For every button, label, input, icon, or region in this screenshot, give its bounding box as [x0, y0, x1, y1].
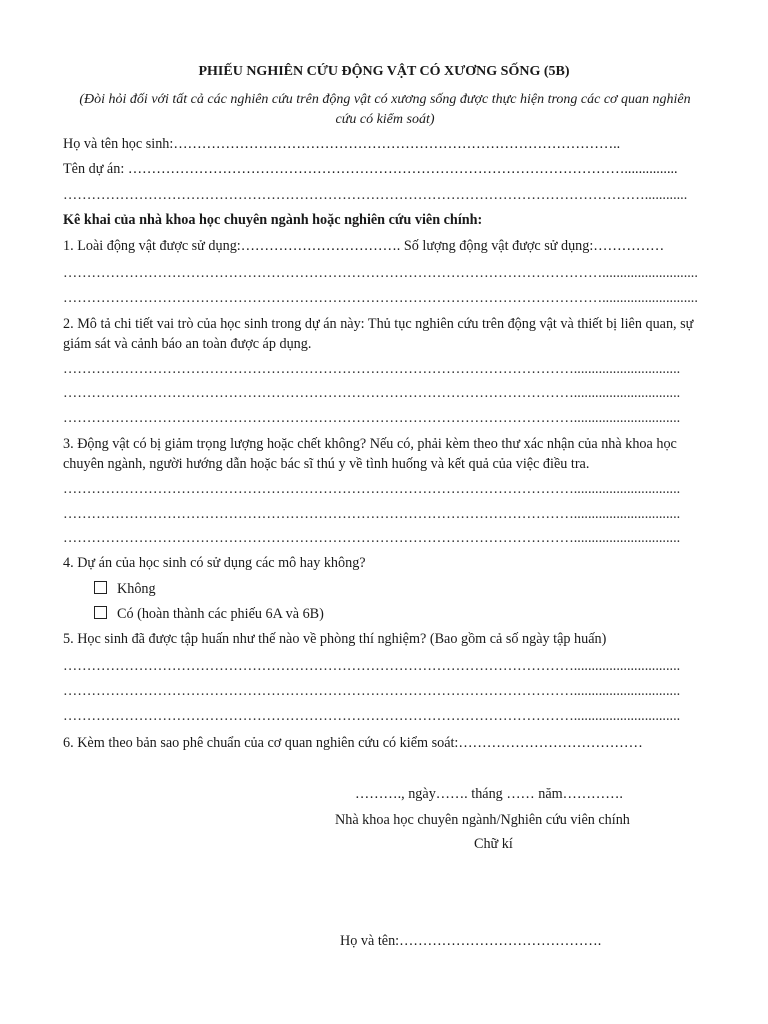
- checkbox-no[interactable]: [94, 581, 107, 594]
- q5-answer-line[interactable]: ………………………………………………………………………………………………..............................: [63, 708, 681, 724]
- q2-answer-line[interactable]: ………………………………………………………………………………………………..............................: [63, 410, 681, 426]
- option-yes-label: Có (hoàn thành các phiếu 6A và 6B): [117, 606, 324, 622]
- q4-question: 4. Dự án của học sinh có sử dụng các mô hay không?: [63, 555, 366, 571]
- project-name-continuation[interactable]: ……………………………………………………………………………………………………………............: [63, 187, 688, 203]
- q4-option-no[interactable]: [94, 581, 156, 598]
- declaration-heading: Kê khai của nhà khoa học chuyên ngành hoặc nghiên cứu viên chính:: [63, 212, 483, 228]
- q6-question[interactable]: 6. Kèm theo bản sao phê chuẩn của cơ quan nghiên cứu có kiểm soát:…………………………………: [63, 735, 643, 751]
- q2-answer-line[interactable]: ………………………………………………………………………………………………..............................: [63, 361, 681, 377]
- option-no-label: Không: [117, 581, 156, 597]
- q1-question[interactable]: 1. Loài động vật được sử dụng:……………………………. Số lượng động vật được sử dụng:……………: [63, 238, 665, 254]
- q2-question: 2. Mô tả chi tiết vai trò của học sinh trong dự án này: Thủ tục nghiên cứu trên động vật và thiết bị liên quan, sự giám sát và cảnh báo an toàn được áp dụng.: [63, 316, 694, 352]
- q3-question: 3. Động vật có bị giảm trọng lượng hoặc chết không? Nếu có, phải kèm theo thư xác nhận của nhà khoa học chuyên ngành, người hướng dẫn hoặc bác sĩ thú y về tình huống và kết quả của việc điều tra.: [63, 436, 677, 472]
- signature-label: Chữ kí: [474, 836, 513, 852]
- signature-name-line[interactable]: Họ và tên:…………………………………….: [340, 933, 602, 949]
- form-subtitle: (Đòi hỏi đối với tất cả các nghiên cứu trên động vật có xương sống được thực hiện trong các cơ quan nghiên cứu có kiểm soát): [79, 92, 691, 127]
- q3-answer-line[interactable]: ………………………………………………………………………………………………..............................: [63, 530, 681, 546]
- q1-answer-line[interactable]: ……………………………………………………………………………………………………...........................: [63, 265, 698, 281]
- q4-option-yes[interactable]: [94, 606, 324, 623]
- signature-date-line[interactable]: ………., ngày……. tháng …… năm………….: [355, 786, 623, 802]
- q5-answer-line[interactable]: ………………………………………………………………………………………………..............................: [63, 683, 681, 699]
- q1-answer-line[interactable]: ……………………………………………………………………………………………………...........................: [63, 290, 698, 306]
- q3-answer-line[interactable]: ………………………………………………………………………………………………..............................: [63, 506, 681, 522]
- q5-answer-line[interactable]: ………………………………………………………………………………………………..............................: [63, 658, 681, 674]
- q5-question: 5. Học sinh đã được tập huấn như thế nào về phòng thí nghiệm? (Bao gồm cả số ngày tập huấn): [63, 631, 607, 647]
- project-name-field[interactable]: Tên dự án: ……………………………………………………………………………………………...............: [63, 161, 678, 177]
- q3-answer-line[interactable]: ………………………………………………………………………………………………..............................: [63, 481, 681, 497]
- q2-answer-line[interactable]: ………………………………………………………………………………………………..............................: [63, 385, 681, 401]
- signature-role: Nhà khoa học chuyên ngành/Nghiên cứu viên chính: [335, 812, 630, 828]
- student-name-field[interactable]: Họ và tên học sinh:…………………………………………………………………………………..: [63, 136, 621, 152]
- checkbox-yes[interactable]: [94, 606, 107, 619]
- form-title: PHIẾU NGHIÊN CỨU ĐỘNG VẬT CÓ XƯƠNG SỐNG (5B): [198, 64, 570, 79]
